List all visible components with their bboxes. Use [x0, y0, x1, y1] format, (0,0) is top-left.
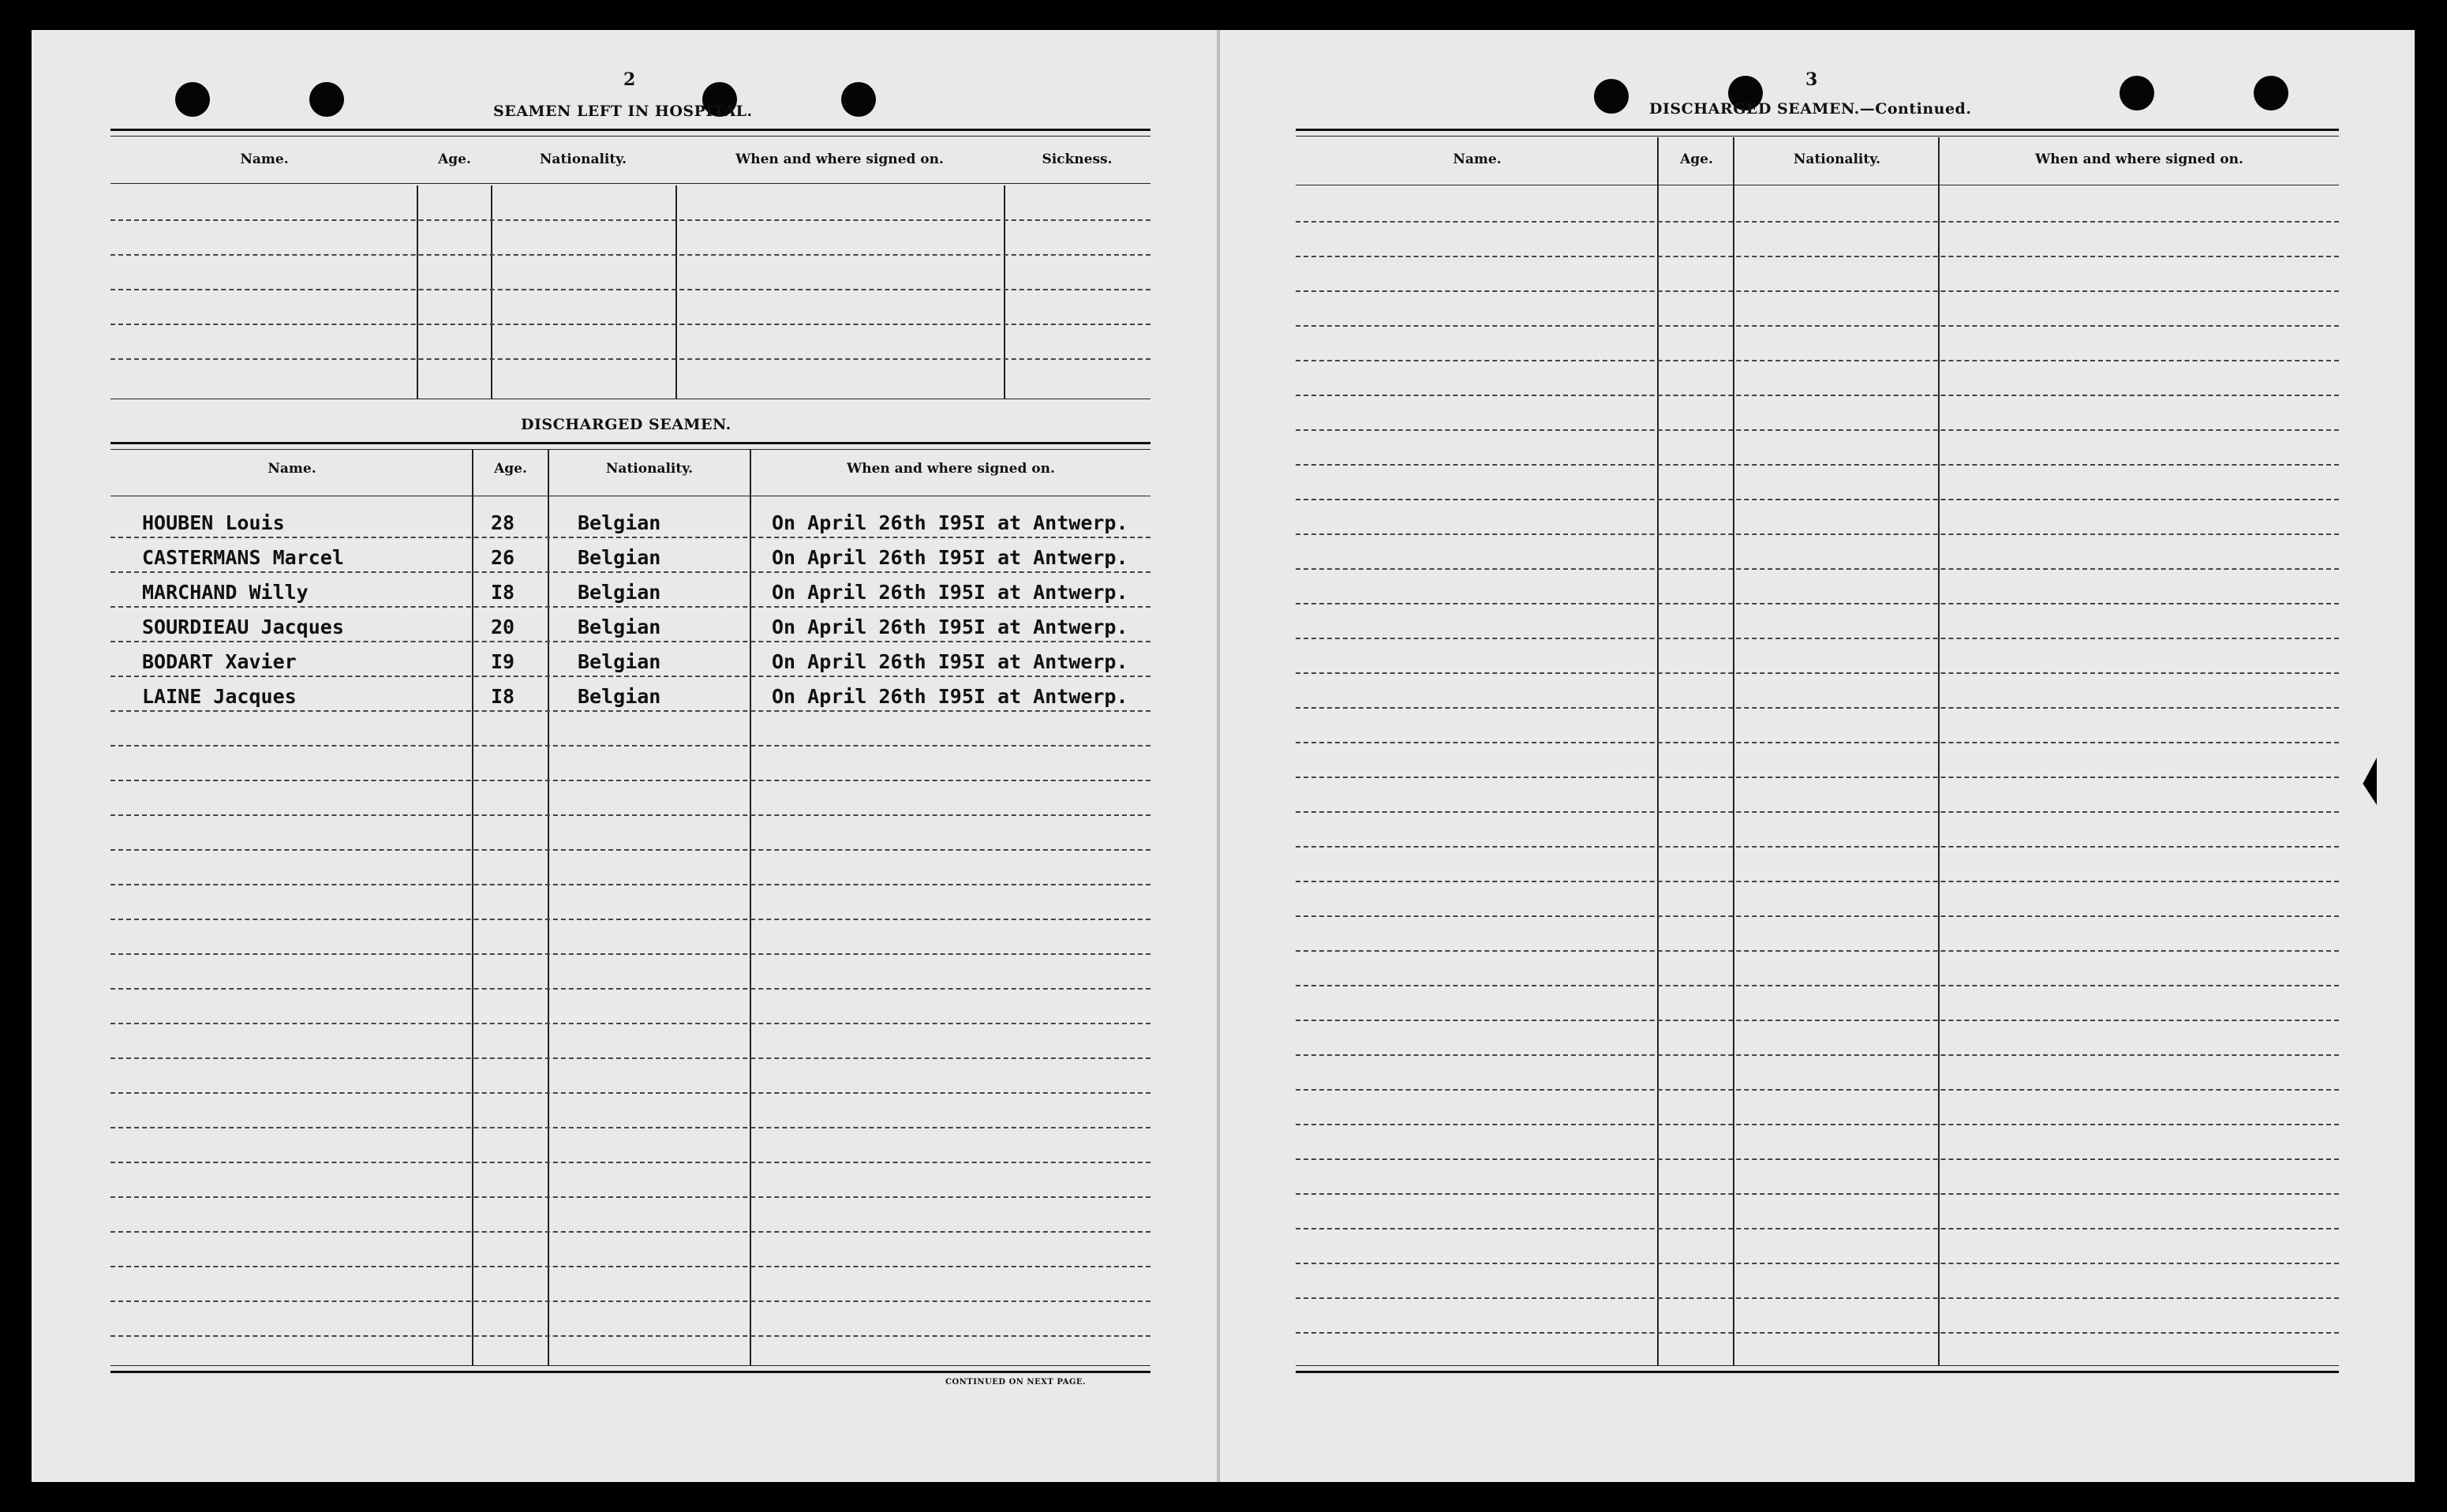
ruled-line [1296, 707, 2339, 709]
ruled-line [110, 1266, 1151, 1267]
page-number: 3 [1805, 69, 1818, 90]
ruled-line [110, 641, 1151, 642]
hospital-top-rule-2 [110, 136, 1151, 137]
continued-note: CONTINUED ON NEXT PAGE. [945, 1378, 1087, 1387]
ruled-line [1296, 811, 2339, 813]
discharged-section-title: DISCHARGED SEAMEN. [521, 416, 731, 433]
seaman-name: LAINE Jacques [142, 685, 297, 708]
seaman-nationality: Belgian [578, 511, 661, 534]
punch-hole [175, 82, 210, 117]
page-number: 2 [623, 69, 636, 90]
seaman-age: I8 [491, 581, 515, 604]
ruled-line [110, 745, 1151, 747]
ruled-line [1296, 499, 2339, 500]
ruled-line [110, 571, 1151, 573]
ruled-line [110, 1196, 1151, 1198]
ruled-line [110, 676, 1151, 677]
ruled-line [1296, 846, 2339, 848]
hospital-row-line [110, 219, 1151, 221]
ruled-line [110, 1335, 1151, 1337]
page-fold [1217, 30, 1220, 1482]
ruled-line [1296, 1332, 2339, 1334]
hospital-row-line [110, 324, 1151, 325]
document-sheet [32, 30, 2415, 1482]
discharged-top-rule-2 [110, 449, 1151, 450]
seaman-age: I9 [491, 650, 515, 673]
right-header-signed-on: When and where signed on. [2035, 152, 2243, 167]
punch-hole [309, 82, 344, 117]
ruled-line [1296, 1158, 2339, 1160]
punch-hole [2254, 76, 2288, 110]
discharged-continued-title: DISCHARGED SEAMEN.—Continued. [1649, 100, 1972, 118]
ruled-line [110, 1092, 1151, 1094]
ruled-line [110, 1162, 1151, 1163]
ruled-line [1296, 290, 2339, 292]
hospital-header-name: Name. [240, 152, 289, 167]
ruled-line [110, 988, 1151, 990]
ruled-line [1296, 950, 2339, 952]
ruled-line [1296, 1228, 2339, 1229]
ruled-line [1296, 1124, 2339, 1125]
right-header-name: Name. [1453, 152, 1502, 167]
ruled-line [1296, 360, 2339, 361]
ruled-line [1296, 1297, 2339, 1299]
ruled-line [1296, 1054, 2339, 1056]
ruled-line [1296, 672, 2339, 674]
right-col-divider [1657, 137, 1659, 1365]
ruled-line [1296, 638, 2339, 639]
ruled-line [1296, 915, 2339, 917]
seaman-name: MARCHAND Willy [142, 581, 309, 604]
ruled-line [110, 606, 1151, 608]
ruled-line [110, 849, 1151, 851]
seaman-name: CASTERMANS Marcel [142, 546, 344, 569]
right-bottom-rule [1296, 1365, 2339, 1366]
ruled-line [110, 1057, 1151, 1059]
ruled-line [110, 780, 1151, 781]
ruled-line [1296, 429, 2339, 431]
ruled-line [1296, 1263, 2339, 1264]
ruled-line [110, 1231, 1151, 1233]
hospital-section-title: SEAMEN LEFT IN HOSPITAL. [493, 103, 753, 120]
seaman-name: SOURDIEAU Jacques [142, 616, 344, 638]
ruled-line [1296, 221, 2339, 223]
ruled-line [1296, 395, 2339, 396]
ruled-line [110, 884, 1151, 885]
ruled-line [1296, 777, 2339, 778]
right-top-rule-2 [1296, 136, 2339, 137]
discharged-top-rule [110, 442, 1151, 444]
seaman-age: 28 [491, 511, 515, 534]
punch-hole [1594, 79, 1629, 114]
seaman-nationality: Belgian [578, 685, 661, 708]
seaman-age: 20 [491, 616, 515, 638]
seaman-signed-on: On April 26th I95I at Antwerp. [772, 581, 1128, 604]
ruled-line [1296, 533, 2339, 535]
ruled-line [1296, 568, 2339, 570]
ruled-line [1296, 256, 2339, 257]
hospital-row-line [110, 289, 1151, 290]
hospital-header-signed-on: When and where signed on. [735, 152, 944, 167]
seaman-age: 26 [491, 546, 515, 569]
discharged-bottom-rule-2 [110, 1371, 1151, 1373]
ruled-line [110, 1301, 1151, 1302]
ruled-line [110, 953, 1151, 955]
hospital-col-divider [417, 185, 418, 399]
hospital-header-age: Age. [438, 152, 471, 167]
hospital-header-rule [110, 183, 1151, 184]
discharged-col-divider [548, 450, 549, 1365]
ruled-line [110, 710, 1151, 712]
seaman-name: HOUBEN Louis [142, 511, 285, 534]
discharged-header-name: Name. [268, 461, 316, 477]
seaman-name: BODART Xavier [142, 650, 297, 673]
ruled-line [110, 537, 1151, 538]
ruled-line [110, 814, 1151, 816]
right-header-nationality: Nationality. [1793, 152, 1881, 167]
ruled-line [110, 919, 1151, 920]
ruled-line [1296, 1193, 2339, 1195]
right-col-divider [1938, 137, 1940, 1365]
ruled-line [1296, 742, 2339, 743]
hospital-header-nationality: Nationality. [539, 152, 627, 167]
seaman-signed-on: On April 26th I95I at Antwerp. [772, 546, 1128, 569]
seaman-signed-on: On April 26th I95I at Antwerp. [772, 650, 1128, 673]
seaman-signed-on: On April 26th I95I at Antwerp. [772, 511, 1128, 534]
discharged-header-nationality: Nationality. [605, 461, 694, 477]
ruled-line [1296, 1089, 2339, 1091]
right-top-rule [1296, 129, 2339, 131]
hospital-row-line [110, 358, 1151, 360]
discharged-col-divider [472, 450, 473, 1365]
ruled-line [1296, 1020, 2339, 1021]
discharged-col-divider [750, 450, 751, 1365]
punch-hole [2120, 76, 2154, 110]
ruled-line [1296, 881, 2339, 882]
ruled-line [110, 1127, 1151, 1128]
ruled-line [110, 1023, 1151, 1024]
seaman-nationality: Belgian [578, 650, 661, 673]
seaman-nationality: Belgian [578, 581, 661, 604]
hospital-col-divider [1004, 185, 1005, 399]
discharged-header-signed-on: When and where signed on. [847, 461, 1055, 477]
ruled-line [1296, 985, 2339, 986]
hospital-col-divider [675, 185, 677, 399]
right-header-age: Age. [1680, 152, 1713, 167]
discharged-bottom-rule [110, 1365, 1151, 1366]
hospital-col-divider [491, 185, 492, 399]
ruled-line [1296, 464, 2339, 466]
seaman-nationality: Belgian [578, 546, 661, 569]
ruled-line [1296, 325, 2339, 327]
hospital-top-rule [110, 129, 1151, 131]
seaman-signed-on: On April 26th I95I at Antwerp. [772, 616, 1128, 638]
seaman-age: I8 [491, 685, 515, 708]
right-bottom-rule-2 [1296, 1371, 2339, 1373]
seaman-nationality: Belgian [578, 616, 661, 638]
discharged-header-age: Age. [494, 461, 527, 477]
seaman-signed-on: On April 26th I95I at Antwerp. [772, 685, 1128, 708]
hospital-row-line [110, 254, 1151, 256]
right-col-divider [1733, 137, 1734, 1365]
punch-hole [841, 82, 876, 117]
ruled-line [1296, 603, 2339, 604]
hospital-header-sickness: Sickness. [1042, 152, 1113, 167]
